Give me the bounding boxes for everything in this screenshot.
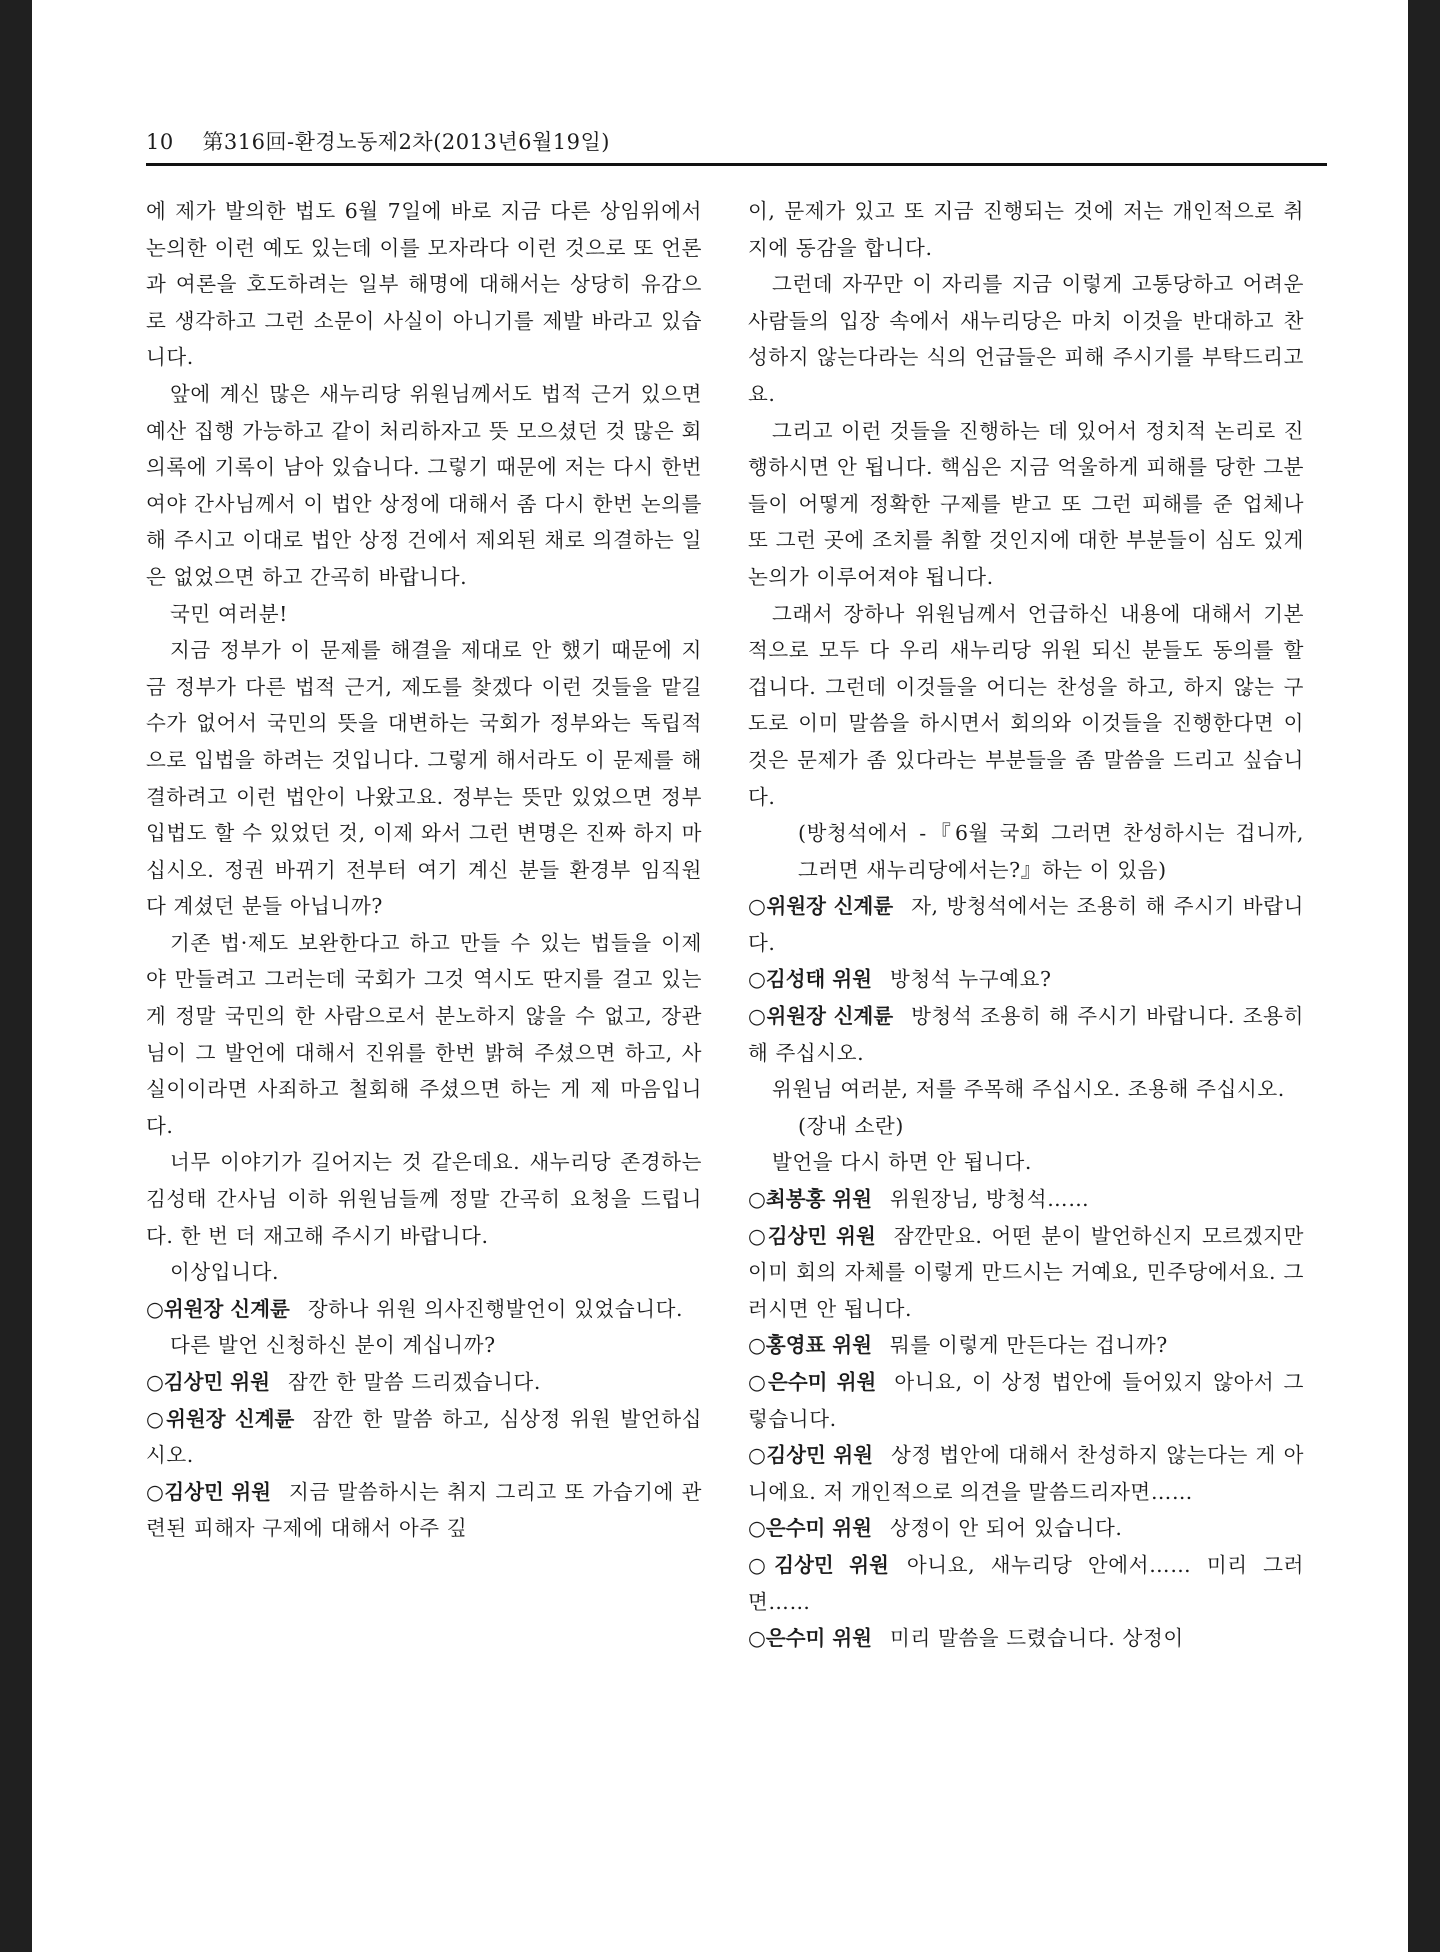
paragraph: 지금 정부가 이 문제를 해결을 제대로 안 했기 때문에 지금 정부가 다른 법적 근거, 제도를 찾겠다 이런 것들을 맡길 수가 없어서 국민의 뜻을 대변하는 국회가 정부와는 독립적으로 입법을 하려는 것입니다. 그렇게 해서라도 이 문제를 해결하려고 이런 법안이 나왔고요. 정부는 뜻만 있었으면 정부입법도 할 수 있었던 것, 이제 와서 그런 변명은 진짜 하지 마십시오. 정권 바뀌기 전부터 여기 계신 분들 환경부 임직원 다 계셨던 분들 아닙니까? [146, 638, 702, 919]
speaker-paragraph [146, 1291, 702, 1328]
page-header [146, 126, 1326, 156]
speech-text: 방청석 누구예요? [890, 967, 1052, 992]
paragraph: 국민 여러분! [170, 601, 288, 626]
speech-text: 아니요, 새누리당 안에서…… 미리 그러면…… [748, 1552, 1304, 1614]
speech-text: 뭐를 이렇게 만든다는 겁니까? [890, 1333, 1168, 1358]
speaker-paragraph [748, 888, 1304, 961]
speaker-name: ○김상민 위원 [748, 1223, 876, 1248]
speech-text: 미리 말씀을 드렸습니다. 상정이 [890, 1626, 1184, 1651]
document-title: 第316回-환경노동제2차(2013년6월19일) [202, 130, 610, 154]
speaker-paragraph [146, 1474, 702, 1547]
speech-text: 위원장님, 방청석…… [890, 1187, 1090, 1212]
speaker-name: ○은수미 위원 [748, 1626, 873, 1651]
paragraph: 그런데 자꾸만 이 자리를 지금 이렇게 고통당하고 어려운 사람들의 입장 속에서 새누리당은 마치 이것을 반대하고 찬성하지 않는다라는 식의 언급들은 피해 주시기를 부탁드리고요. [748, 272, 1304, 406]
paragraph: 그리고 이런 것들을 진행하는 데 있어서 정치적 논리로 진행하시면 안 됩니다. 핵심은 지금 억울하게 피해를 당한 그분들이 어떻게 정확한 구제를 받고 또 그런 피해를 준 업체나 또 그런 곳에 조치를 취할 것인지에 대한 부분들이 심도 있게 논의가 이루어져야 됩니다. [748, 418, 1304, 589]
speech-text: 방청석 조용히 해 주시기 바랍니다. 조용히 해 주십시오. [748, 1004, 1304, 1065]
speech-text: 상정 법안에 대해서 찬성하지 않는다는 게 아니에요. 저 개인적으로 의견을 말씀드리자면…… [748, 1443, 1304, 1504]
speech-text: 지금 말씀하시는 취지 그리고 또 가습기에 관련된 피해자 구제에 대해서 아주 깊 [146, 1479, 702, 1541]
paragraph: 이, 문제가 있고 또 지금 진행되는 것에 저는 개인적으로 취지에 동감을 합니다. [748, 199, 1304, 260]
paragraph: 앞에 계신 많은 새누리당 위원님께서도 법적 근거 있으면 예산 집행 가능하고 같이 처리하자고 뜻 모으셨던 것 많은 회의록에 기록이 남아 있습니다. 그렇기 때문에 저는 다시 한번 여야 간사님께서 이 법안 상정에 대해서 좀 다시 한번 논의를 해 주시고 이대로 법안 상정 건에서 제외된 채로 의결하는 일은 없었으면 하고 간곡히 바랍니다. [146, 381, 702, 589]
paragraph: 그래서 장하나 위원님께서 언급하신 내용에 대해서 기본적으로 모두 다 우리 새누리당 위원 되신 분들도 동의를 할 겁니다. 그런데 이것들을 어디는 찬성을 하고, 하지 않는 구도로 이미 말씀을 하시면서 회의와 이것들을 진행한다면 이것은 문제가 좀 있다라는 부분들을 좀 말씀을 드리고 싶습니다. [748, 601, 1304, 809]
speaker-paragraph [748, 1218, 1304, 1328]
paragraph: 이상입니다. [170, 1260, 280, 1285]
paragraph: 에 제가 발의한 법도 6월 7일에 바로 지금 다른 상임위에서 논의한 이런 예도 있는데 이를 모자라다 이런 것으로 또 언론과 여론을 호도하려는 일부 해명에 대해서는 상당히 유감으로 생각하고 그런 소문이 사실이 아니기를 제발 바라고 있습니다. [146, 199, 702, 370]
speech-text: 장하나 위원 의사진행발언이 있었습니다. [307, 1296, 684, 1321]
speaker-paragraph [748, 1364, 1304, 1437]
paragraph: 다른 발언 신청하신 분이 계십니까? [170, 1333, 496, 1358]
left-column [146, 193, 702, 1547]
speech-text: 잠깐 한 말씀 드리겠습니다. [288, 1370, 541, 1394]
page-number: 10 [146, 130, 174, 154]
document-page [32, 0, 1408, 1952]
speaker-name: ○김상민 위원 [748, 1552, 889, 1577]
speaker-name: ○김상민 위원 [748, 1443, 874, 1468]
speaker-name: ○위원장 신계륜 [146, 1406, 295, 1431]
speaker-paragraph [748, 1620, 1304, 1657]
speaker-name: ○위원장 신계륜 [146, 1296, 290, 1321]
speaker-name: ○최봉홍 위원 [748, 1187, 873, 1212]
paragraph: 위원님 여러분, 저를 주목해 주십시오. 조용해 주십시오. [772, 1077, 1285, 1102]
speech-text: 잠깐만요. 어떤 분이 발언하신지 모르겠지만 이미 회의 자체를 이렇게 만드시는 거예요, 민주당에서요. 그러시면 안 됩니다. [748, 1223, 1304, 1321]
speaker-paragraph [748, 961, 1304, 998]
speaker-name: ○김상민 위원 [146, 1370, 271, 1394]
speaker-paragraph [146, 1401, 702, 1474]
speech-text: 잠깐 한 말씀 하고, 심상정 위원 발언하십시오. [146, 1406, 703, 1468]
speaker-name: ○김상민 위원 [146, 1479, 272, 1504]
paragraph: 너무 이야기가 길어지는 것 같은데요. 새누리당 존경하는 김성태 간사님 이하 위원님들께 정말 간곡히 요청을 드립니다. 한 번 더 재고해 주시기 바랍니다. [146, 1150, 702, 1248]
speaker-paragraph [748, 1327, 1304, 1364]
header-rule [146, 163, 1327, 166]
speaker-paragraph [748, 1547, 1304, 1620]
speaker-name: ○위원장 신계륜 [748, 894, 894, 919]
speaker-name: ○홍영표 위원 [748, 1333, 873, 1358]
speaker-name: ○은수미 위원 [748, 1516, 873, 1541]
speech-text: 자, 방청석에서는 조용히 해 주시기 바랍니다. [748, 894, 1304, 955]
speaker-name: ○김성태 위원 [748, 967, 873, 992]
speaker-paragraph [748, 1437, 1304, 1510]
speaker-name: ○위원장 신계륜 [748, 1004, 894, 1029]
speaker-paragraph [146, 1364, 702, 1401]
stage-direction: (장내 소란) [798, 1113, 904, 1138]
stage-direction: (방청석에서 -『6월 국회 그러면 찬성하시는 겁니까, 그러면 새누리당에서는?』하는 이 있음) [798, 821, 1304, 882]
speaker-paragraph [748, 1510, 1304, 1547]
paragraph: 기존 법·제도 보완한다고 하고 만들 수 있는 법들을 이제야 만들려고 그러는데 국회가 그것 역시도 딴지를 걸고 있는 게 정말 국민의 한 사람으로서 분노하지 않을 수 없고, 장관님이 그 발언에 대해서 진위를 한번 밝혀 주셨으면 하고, 사실이이라면 사죄하고 철회해 주셨으면 하는 게 제 마음입니다. [146, 930, 702, 1138]
speaker-name: ○은수미 위원 [748, 1370, 877, 1394]
speech-text: 아니요, 이 상정 법안에 들어있지 않아서 그렇습니다. [748, 1370, 1305, 1431]
right-column [748, 193, 1304, 1657]
speech-text: 상정이 안 되어 있습니다. [890, 1516, 1123, 1541]
speaker-paragraph [748, 998, 1304, 1071]
speaker-paragraph [748, 1181, 1304, 1218]
paragraph: 발언을 다시 하면 안 됩니다. [772, 1150, 1033, 1175]
